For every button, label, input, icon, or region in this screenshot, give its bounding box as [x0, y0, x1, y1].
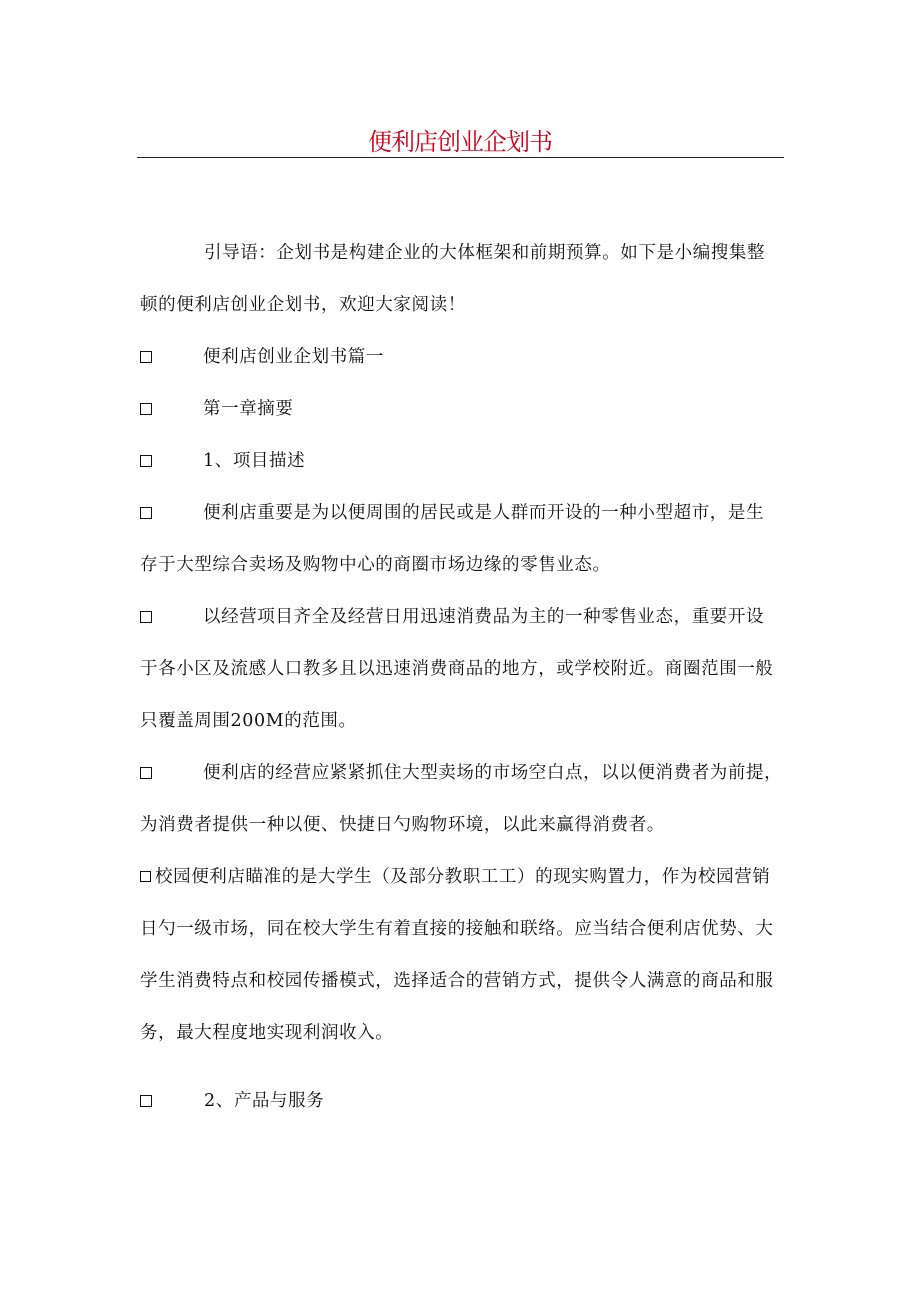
list-item — [140, 449, 780, 473]
section-heading: 便利店创业企划书篇一 — [203, 347, 384, 367]
list-item — [140, 501, 780, 525]
paragraph-line: 日勺一级市场，同在校大学生有着直接的接触和联络。应当结合便利店优势、大 — [140, 919, 774, 939]
checkbox-icon — [140, 507, 152, 519]
intro-line-2: 顿的便利店创业企划书，欢迎大家阅读！ — [140, 295, 466, 315]
paragraph-line: 存于大型综合卖场及购物中心的商圈市场边缘的零售业态。 — [140, 555, 611, 575]
checkbox-icon — [140, 767, 152, 779]
list-item — [140, 397, 780, 421]
document-title: 便利店创业企划书 — [368, 128, 552, 156]
checkbox-icon — [140, 403, 152, 415]
checkbox-icon — [140, 871, 151, 882]
paragraph-line: 务，最大程度地实现利润收入。 — [140, 1023, 394, 1043]
paragraph-line: 只覆盖周围200M的范围。 — [140, 711, 357, 731]
list-item — [140, 605, 780, 629]
chapter-heading: 第一章摘要 — [203, 399, 294, 419]
checkbox-icon — [140, 611, 152, 623]
subsection-heading: 1、项目描述 — [203, 451, 306, 471]
checkbox-icon — [140, 1095, 152, 1107]
intro-line-1: 引导语：企划书是构建企业的大体框架和前期预算。如下是小编搜集整 — [204, 243, 766, 263]
paragraph-line: 于各小区及流感人口教多且以迅速消费商品的地方，或学校附近。商圈范围一般 — [140, 659, 774, 679]
title-underline — [137, 157, 784, 158]
subsection-heading: 2、产品与服务 — [204, 1091, 325, 1111]
list-item — [140, 761, 783, 785]
paragraph-line: 便利店重要是为以便周围的居民或是人群而开设的一种小型超市，是生 — [203, 503, 765, 523]
paragraph-line: 便利店的经营应紧紧抓住大型卖场的市场空白点，以以便消费者为前提， — [203, 763, 783, 783]
paragraph-line: 以经营项目齐全及经营日用迅速消费品为主的一种零售业态，重要开设 — [203, 607, 765, 627]
paragraph-line: 校园便利店瞄准的是大学生（及部分教职工工）的现实购置力，作为校园营销 — [155, 867, 771, 887]
paragraph-line: 为消费者提供一种以便、快捷日勺购物环境，以此来赢得消费者。 — [140, 815, 665, 835]
list-item — [140, 345, 780, 369]
paragraph-line: 学生消费特点和校园传播模式，选择适合的营销方式，提供令人满意的商品和服 — [140, 971, 774, 991]
checkbox-icon — [140, 351, 152, 363]
checkbox-icon — [140, 455, 152, 467]
list-item — [140, 1089, 780, 1113]
list-item — [140, 865, 780, 889]
